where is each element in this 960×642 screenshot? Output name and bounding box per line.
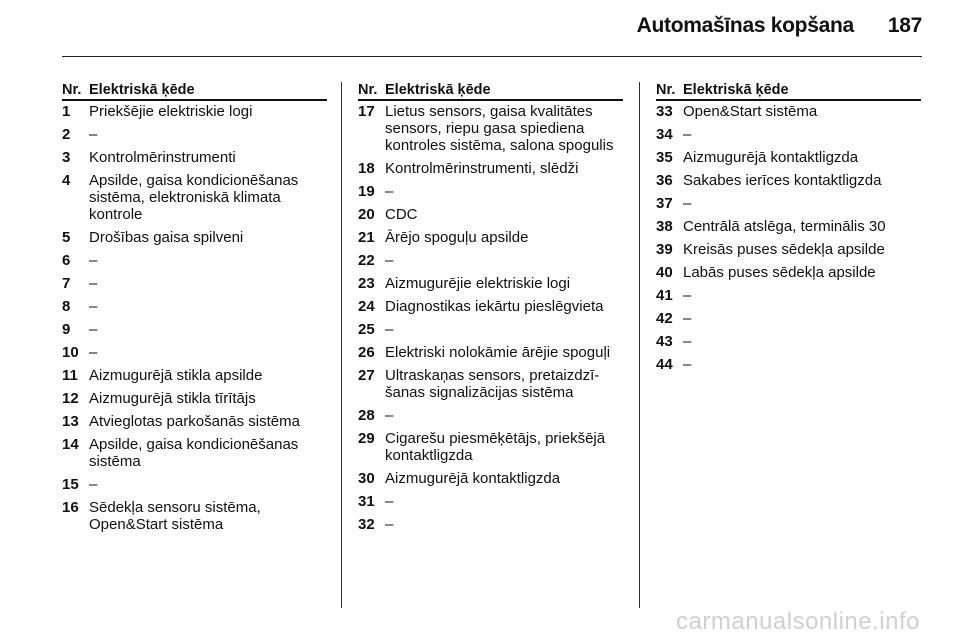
header-circuit: Elektriskā ķēde xyxy=(385,82,491,98)
fuse-table-column-1 xyxy=(62,82,327,539)
fuse-circuit: – xyxy=(89,476,98,493)
fuse-row xyxy=(358,229,623,246)
fuse-number: 36 xyxy=(656,172,673,189)
fuse-row xyxy=(62,252,327,269)
fuse-row xyxy=(62,367,327,384)
fuse-circuit: Open&Start sistēma xyxy=(683,103,818,120)
fuse-number: 5 xyxy=(62,229,71,246)
fuse-row xyxy=(656,218,921,235)
fuse-row xyxy=(358,160,623,177)
fuse-circuit: – xyxy=(385,516,394,533)
fuse-row xyxy=(358,206,623,223)
fuse-number: 14 xyxy=(62,436,79,453)
fuse-number: 41 xyxy=(656,287,673,304)
fuse-number: 34 xyxy=(656,126,673,143)
column-divider xyxy=(639,82,640,608)
fuse-row xyxy=(62,321,327,338)
fuse-row xyxy=(62,413,327,430)
fuse-number: 31 xyxy=(358,493,375,510)
fuse-row xyxy=(62,499,327,533)
fuse-number: 22 xyxy=(358,252,375,269)
fuse-number: 2 xyxy=(62,126,71,143)
fuse-row xyxy=(62,149,327,166)
fuse-row xyxy=(358,298,623,315)
fuse-number: 21 xyxy=(358,229,375,246)
fuse-row xyxy=(62,229,327,246)
fuse-row xyxy=(358,252,623,269)
fuse-number: 3 xyxy=(62,149,71,166)
fuse-number: 9 xyxy=(62,321,71,338)
fuse-row xyxy=(62,126,327,143)
fuse-circuit: – xyxy=(89,298,98,315)
fuse-row xyxy=(656,264,921,281)
fuse-number: 23 xyxy=(358,275,375,292)
fuse-number: 24 xyxy=(358,298,375,315)
fuse-number: 30 xyxy=(358,470,375,487)
fuse-row xyxy=(656,126,921,143)
fuse-row xyxy=(62,172,327,223)
fuse-number: 26 xyxy=(358,344,375,361)
page-header xyxy=(62,0,922,57)
fuse-number: 37 xyxy=(656,195,673,212)
fuse-circuit: – xyxy=(89,126,98,143)
fuse-circuit: Lietus sensors, gaisa kvalitātes sensors, riepu gasa spiediena kontroles sistēma, salona spogulis xyxy=(385,103,614,154)
fuse-number: 8 xyxy=(62,298,71,315)
fuse-circuit: Kontrolmērinstrumenti xyxy=(89,149,236,166)
fuse-number: 6 xyxy=(62,252,71,269)
fuse-row xyxy=(62,344,327,361)
fuse-circuit: – xyxy=(683,310,692,327)
fuse-row xyxy=(656,356,921,373)
fuse-row xyxy=(358,367,623,401)
fuse-table-column-3 xyxy=(656,82,921,379)
fuse-number: 28 xyxy=(358,407,375,424)
header-circuit: Elektriskā ķēde xyxy=(89,82,195,98)
fuse-circuit: Labās puses sēdekļa apsilde xyxy=(683,264,876,281)
column-header xyxy=(656,82,921,101)
fuse-circuit: Elektriski nolokāmie ārējie spoguļi xyxy=(385,344,611,361)
fuse-circuit: Apsilde, gaisa kondicionēšanas sistēma xyxy=(89,436,299,470)
fuse-number: 1 xyxy=(62,103,71,120)
column-divider xyxy=(341,82,342,608)
fuse-number: 13 xyxy=(62,413,79,430)
fuse-circuit: Kreisās puses sēdekļa apsilde xyxy=(683,241,885,258)
fuse-circuit: Apsilde, gaisa kondicionēšanas sistēma, elektroniskā klimata kontrole xyxy=(89,172,299,223)
fuse-row xyxy=(656,195,921,212)
fuse-circuit: – xyxy=(683,195,692,212)
fuse-table-column-2 xyxy=(358,82,623,539)
fuse-number: 35 xyxy=(656,149,673,166)
fuse-circuit: – xyxy=(89,252,98,269)
fuse-number: 20 xyxy=(358,206,375,223)
fuse-number: 16 xyxy=(62,499,79,516)
fuse-row xyxy=(358,493,623,510)
fuse-row xyxy=(62,298,327,315)
fuse-circuit: Drošības gaisa spilveni xyxy=(89,229,244,246)
fuse-row xyxy=(358,516,623,533)
fuse-circuit: – xyxy=(385,493,394,510)
fuse-circuit: Cigarešu piesmēķētājs, priekšējā kontaktligzda xyxy=(385,430,606,464)
fuse-row xyxy=(358,430,623,464)
fuse-row xyxy=(358,321,623,338)
fuse-number: 4 xyxy=(62,172,71,189)
fuse-number: 44 xyxy=(656,356,673,373)
fuse-row xyxy=(62,390,327,407)
fuse-number: 43 xyxy=(656,333,673,350)
header-circuit: Elektriskā ķēde xyxy=(683,82,789,98)
fuse-number: 10 xyxy=(62,344,79,361)
fuse-number: 42 xyxy=(656,310,673,327)
fuse-number: 25 xyxy=(358,321,375,338)
fuse-circuit: Atvieglotas parkošanās sistēma xyxy=(89,413,300,430)
fuse-row xyxy=(656,310,921,327)
fuse-row xyxy=(656,172,921,189)
fuse-number: 7 xyxy=(62,275,71,292)
fuse-number: 11 xyxy=(62,367,78,384)
fuse-number: 33 xyxy=(656,103,673,120)
fuse-number: 19 xyxy=(358,183,375,200)
header-nr: Nr. xyxy=(358,82,378,98)
fuse-number: 18 xyxy=(358,160,375,177)
fuse-number: 12 xyxy=(62,390,79,407)
fuse-circuit: – xyxy=(385,183,394,200)
section-title: Automašīnas kopšana xyxy=(636,14,854,37)
fuse-row xyxy=(656,149,921,166)
fuse-row xyxy=(62,103,327,120)
fuse-circuit: Aizmugurējā stikla apsilde xyxy=(89,367,263,384)
fuse-circuit: – xyxy=(683,333,692,350)
fuse-circuit: – xyxy=(683,126,692,143)
fuse-circuit: Priekšējie elektriskie logi xyxy=(89,103,253,120)
fuse-row xyxy=(358,344,623,361)
page-number: 187 xyxy=(887,14,922,37)
fuse-circuit: Kontrolmērinstrumenti, slēdži xyxy=(385,160,579,177)
fuse-number: 29 xyxy=(358,430,375,447)
header-nr: Nr. xyxy=(62,82,82,98)
fuse-row xyxy=(656,241,921,258)
column-header xyxy=(62,82,327,101)
fuse-circuit: Aizmugurējā kontaktligzda xyxy=(385,470,561,487)
fuse-circuit: Sakabes ierīces kontaktligzda xyxy=(683,172,882,189)
fuse-circuit: Sēdekļa sensoru sistēma, Open&Start sistēma xyxy=(89,499,261,533)
fuse-row xyxy=(358,275,623,292)
fuse-circuit: – xyxy=(89,344,98,361)
fuse-circuit: CDC xyxy=(385,206,418,223)
fuse-number: 32 xyxy=(358,516,375,533)
fuse-row xyxy=(358,407,623,424)
fuse-row xyxy=(358,470,623,487)
fuse-circuit: – xyxy=(385,321,394,338)
fuse-row xyxy=(656,333,921,350)
page-title xyxy=(62,14,922,38)
fuse-number: 17 xyxy=(358,103,375,120)
fuse-circuit: – xyxy=(89,321,98,338)
fuse-number: 38 xyxy=(656,218,673,235)
fuse-circuit: Ārējo spoguļu apsilde xyxy=(385,229,529,246)
fuse-circuit: Diagnostikas iekārtu pieslēgvieta xyxy=(385,298,604,315)
fuse-number: 40 xyxy=(656,264,673,281)
fuse-circuit: Ultraskaņas sensors, pretaizdzī-šanas signalizācijas sistēma xyxy=(385,367,600,401)
fuse-circuit: – xyxy=(89,275,98,292)
fuse-circuit: – xyxy=(385,252,394,269)
fuse-circuit: – xyxy=(683,356,692,373)
watermark-text: carmanualsonline.info xyxy=(676,608,920,635)
fuse-circuit: Centrālā atslēga, terminālis 30 xyxy=(683,218,886,235)
fuse-number: 39 xyxy=(656,241,673,258)
fuse-row xyxy=(358,103,623,154)
fuse-circuit: Aizmugurējā kontaktligzda xyxy=(683,149,859,166)
fuse-circuit: Aizmugurējā stikla tīrītājs xyxy=(89,390,256,407)
fuse-number: 15 xyxy=(62,476,79,493)
fuse-row xyxy=(62,275,327,292)
fuse-row xyxy=(656,103,921,120)
column-header xyxy=(358,82,623,101)
fuse-row xyxy=(62,436,327,470)
fuse-circuit: Aizmugurējie elektriskie logi xyxy=(385,275,571,292)
header-nr: Nr. xyxy=(656,82,676,98)
fuse-number: 27 xyxy=(358,367,375,384)
fuse-row xyxy=(358,183,623,200)
fuse-row xyxy=(656,287,921,304)
fuse-circuit: – xyxy=(683,287,692,304)
fuse-circuit: – xyxy=(385,407,394,424)
fuse-row xyxy=(62,476,327,493)
